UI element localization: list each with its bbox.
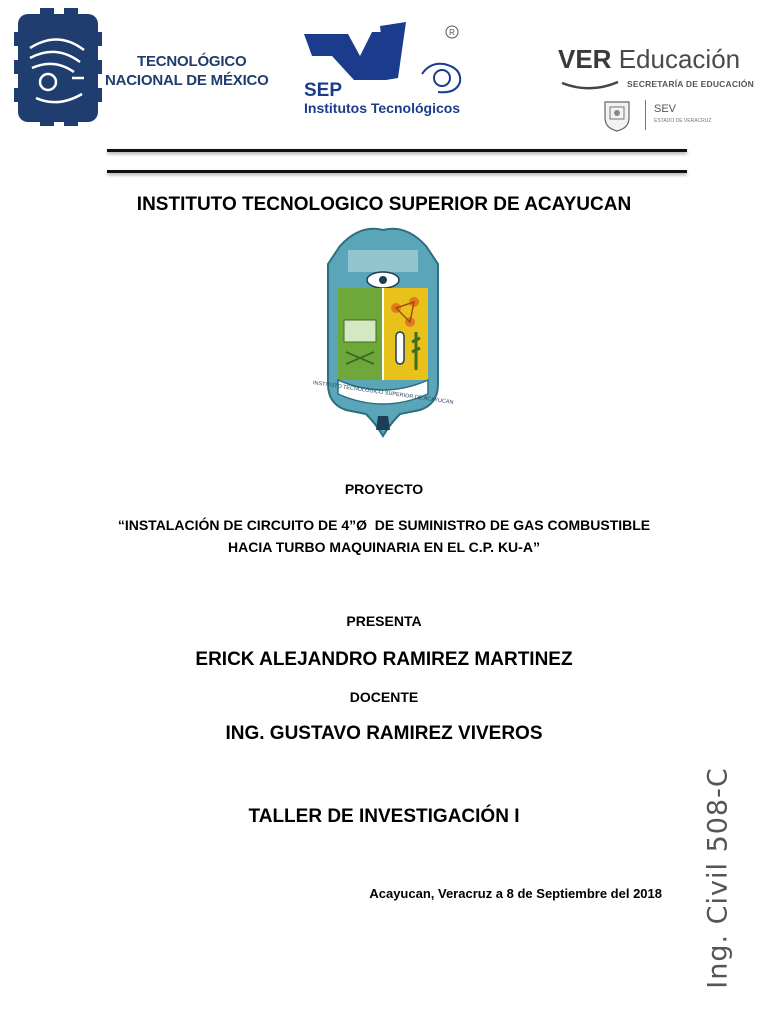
project-title (0, 514, 768, 558)
header-rule-top (107, 149, 687, 152)
tecnm-line-1: TECNOLÓGICO (137, 53, 247, 70)
ver-word: VER (558, 44, 612, 74)
ver-subtitle: SECRETARÍA DE EDUCACIÓN (627, 79, 754, 89)
registered-mark: R (449, 28, 455, 37)
sev-word: SEV (654, 103, 677, 115)
veracruz-seal-icon (602, 98, 632, 132)
course-name: TALLER DE INVESTIGACIÓN I (248, 806, 520, 827)
educacion-word: Educación (618, 44, 741, 74)
tecnm-line-2: NACIONAL DE MÉXICO (105, 72, 269, 89)
project-title-line-2: HACIA TURBO MAQUINARIA EN EL C.P. KU-A” (228, 539, 540, 555)
header-rule-bottom (107, 170, 687, 173)
sev-subtitle: ESTADO DE VERACRUZ (654, 118, 712, 124)
sev-divider (645, 100, 646, 130)
shield-ring-text: INSTITUTO TECNOLÓGICO SUPERIOR DE ACAYUCAN (312, 380, 454, 406)
tecnm-gear-logo (18, 8, 98, 126)
author-name: ERICK ALEJANDRO RAMIREZ MARTINEZ (195, 649, 573, 670)
tecnm-wordmark (105, 52, 269, 90)
ver-educacion-wordmark (558, 44, 740, 75)
place-date: Acayucan, Veracruz a 8 de Septiembre del 2018 (369, 886, 662, 901)
sep-word: SEP (304, 80, 343, 101)
institution-name: INSTITUTO TECNOLOGICO SUPERIOR DE ACAYUCAN (136, 194, 632, 215)
presenta-label: PRESENTA (346, 613, 422, 629)
handwritten-note: Ing. Civil 508-C (702, 767, 734, 989)
project-title-line-1: “INSTALACIÓN DE CIRCUITO DE 4”Ø DE SUMINISTRO DE GAS COMBUSTIBLE (117, 517, 651, 533)
itsa-shield-logo (312, 224, 454, 438)
sep-subtitle: Institutos Tecnológicos (304, 100, 461, 116)
ver-swoosh-icon (560, 80, 620, 92)
docente-label: DOCENTE (349, 689, 419, 705)
teacher-name: ING. GUSTAVO RAMIREZ VIVEROS (225, 723, 543, 744)
project-label: PROYECTO (344, 481, 424, 497)
